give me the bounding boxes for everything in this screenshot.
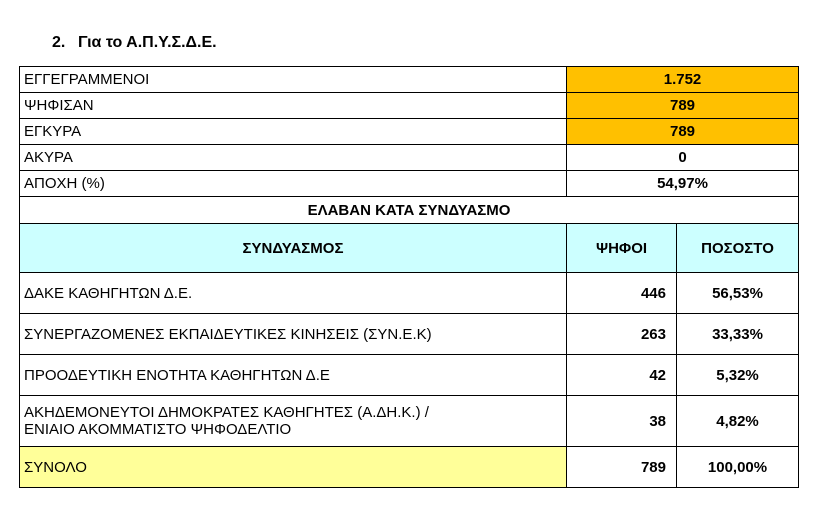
party-votes: 42 [567,355,677,396]
party-percent: 5,32% [677,355,799,396]
party-name: ΣΥΝΕΡΓΑΖΟΜΕΝΕΣ ΕΚΠΑΙΔΕΥΤΙΚΕΣ ΚΙΝΗΣΕΙΣ (ΣΥΝ.Ε.Κ) [20,314,567,355]
section-heading [52,34,217,52]
summary-label: ΕΓΓΕΓΡΑΜΜΕΝΟΙ [20,67,567,93]
column-header-row [20,224,799,273]
total-votes: 789 [567,447,677,488]
party-name: ΠΡΟΟΔΕΥΤΙΚΗ ΕΝΟΤΗΤΑ ΚΑΘΗΓΗΤΩΝ Δ.Ε [20,355,567,396]
table-row [20,314,799,355]
party-name-line1: ΑΚΗΔΕΜΟΝΕΥΤΟΙ ΔΗΜΟΚΡΑΤΕΣ ΚΑΘΗΓΗΤΕΣ (Α.ΔΗ.Κ.) / [24,404,429,421]
summary-label: ΑΠΟΧΗ (%) [20,171,567,197]
summary-value: 54,97% [567,171,799,197]
party-percent: 56,53% [677,273,799,314]
summary-value: 789 [567,93,799,119]
party-votes: 38 [567,396,677,447]
party-percent: 4,82% [677,396,799,447]
summary-row-abstention [20,171,799,197]
summary-row-valid [20,119,799,145]
summary-value: 0 [567,145,799,171]
results-table [19,66,799,488]
summary-label: ΨΗΦΙΣΑΝ [20,93,567,119]
total-row [20,447,799,488]
party-percent: 33,33% [677,314,799,355]
party-name [20,396,567,447]
summary-row-invalid [20,145,799,171]
table-row [20,396,799,447]
summary-label: ΑΚΥΡΑ [20,145,567,171]
total-percent: 100,00% [677,447,799,488]
summary-value: 1.752 [567,67,799,93]
total-label: ΣΥΝΟΛΟ [20,447,567,488]
column-header-votes: ΨΗΦΟΙ [567,224,677,273]
party-votes: 263 [567,314,677,355]
heading-title: Για το Α.Π.Υ.Σ.Δ.Ε. [78,34,217,51]
table-row [20,355,799,396]
summary-row-registered [20,67,799,93]
summary-value: 789 [567,119,799,145]
column-header-party: ΣΥΝΔΥΑΣΜΟΣ [20,224,567,273]
column-header-percent: ΠΟΣΟΣΤΟ [677,224,799,273]
party-name-line2: ΕΝΙΑΙΟ ΑΚΟΜΜΑΤΙΣΤΟ ΨΗΦΟΔΕΛΤΙΟ [24,421,292,438]
party-name: ΔΑΚΕ ΚΑΘΗΓΗΤΩΝ Δ.Ε. [20,273,567,314]
party-votes: 446 [567,273,677,314]
section-title-row [20,197,799,224]
heading-number: 2. [52,34,66,51]
summary-row-voted [20,93,799,119]
section-title: ΕΛΑΒΑΝ ΚΑΤΑ ΣΥΝΔΥΑΣΜΟ [20,197,799,224]
table-row [20,273,799,314]
summary-label: ΕΓΚΥΡΑ [20,119,567,145]
